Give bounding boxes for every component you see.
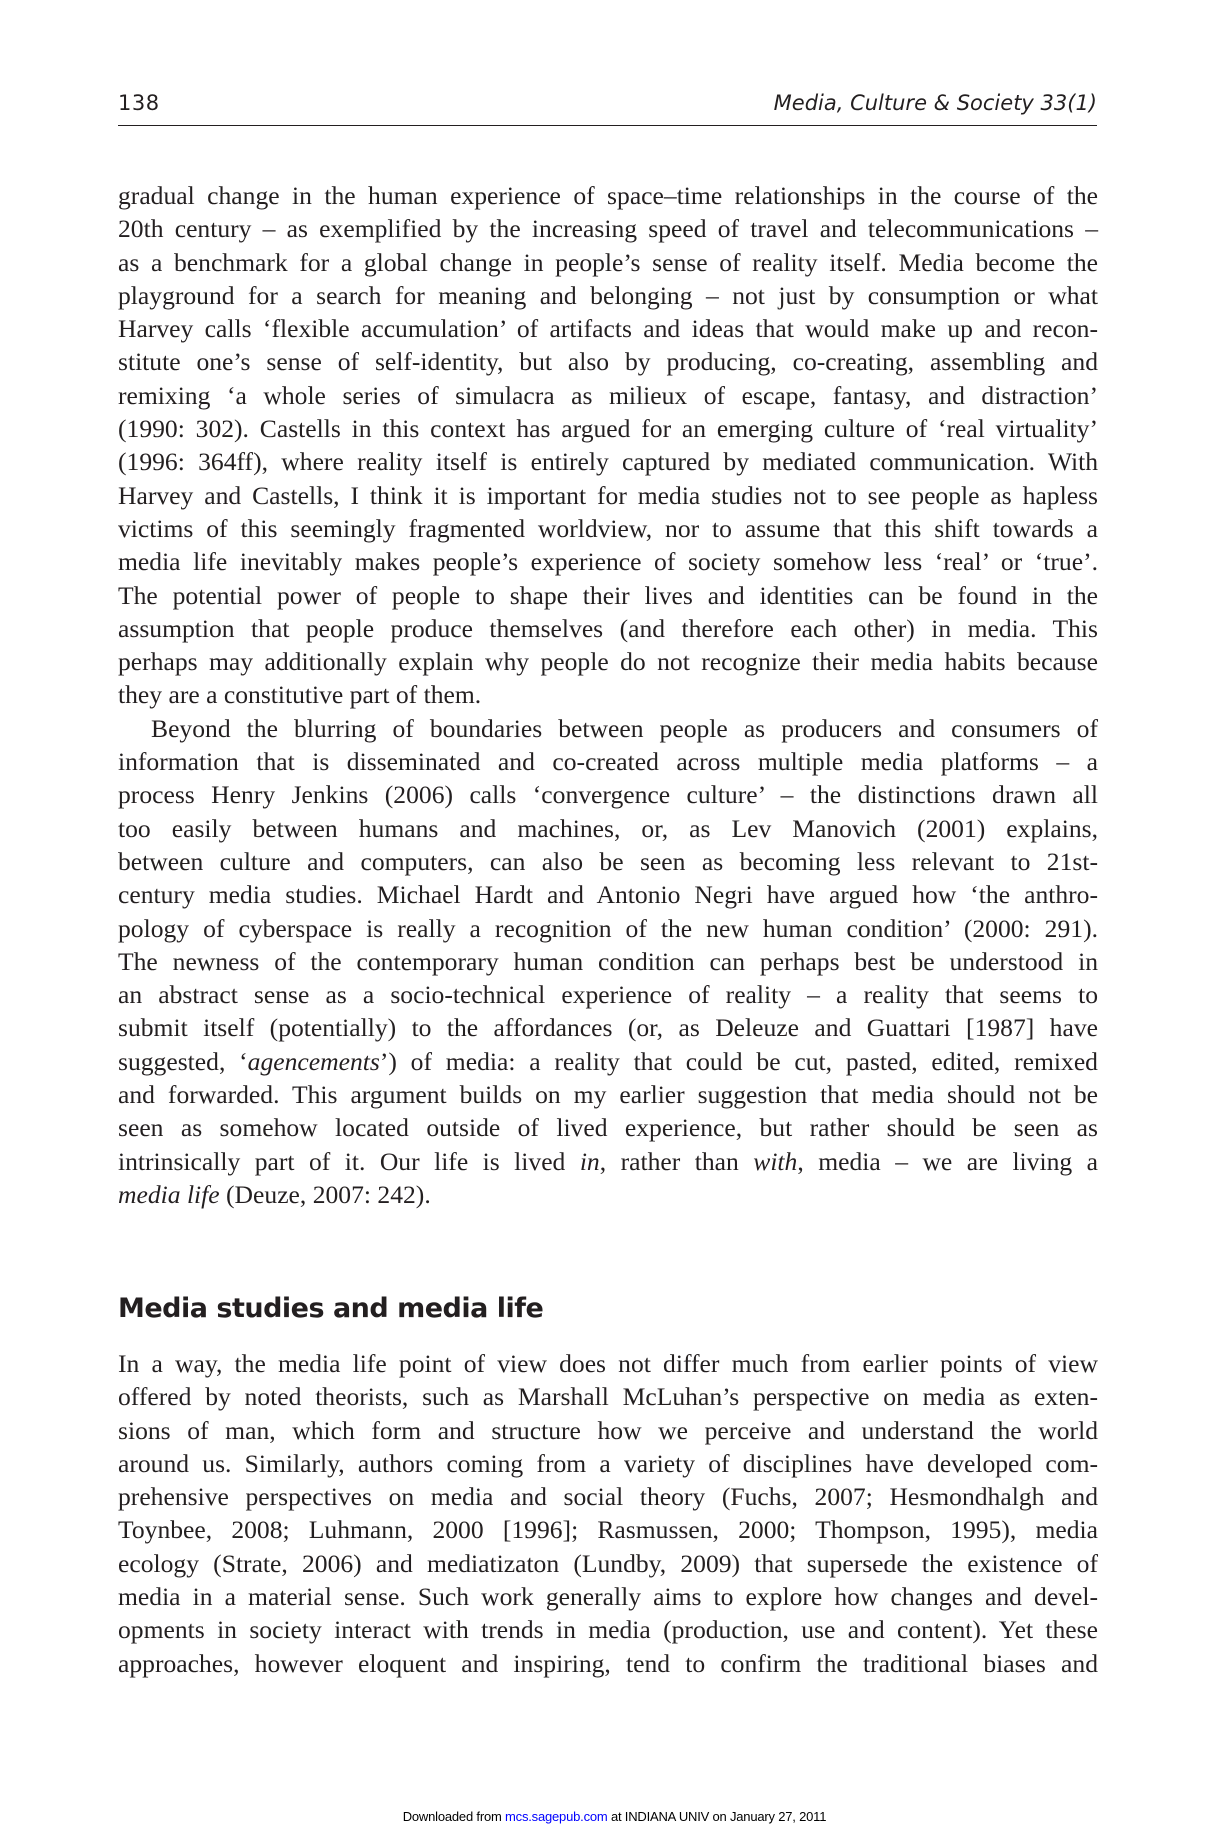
italic-term: media life — [118, 1179, 220, 1209]
text-line: Harvey calls ‘flexible accumulation’ of artifacts and ideas that would make up and recon- — [118, 314, 1098, 344]
text-line — [118, 1178, 1098, 1211]
text-line: perhaps may additionally explain why people do not recognize their media habits because — [118, 647, 1098, 677]
text-line: sions of man, which form and structure how we perceive and understand the world — [118, 1415, 1098, 1445]
page-number: 138 — [118, 91, 160, 115]
sagepub-link[interactable]: mcs.sagepub.com — [505, 1809, 608, 1824]
italic-term: agencements — [247, 1046, 380, 1076]
text-line: Harvey and Castells, I think it is important for media studies not to see people as hapless — [118, 480, 1098, 510]
text-line: as a benchmark for a global change in people’s sense of reality itself. Media become the — [118, 247, 1098, 277]
text-line: offered by noted theorists, such as Marshall McLuhan’s perspective on media as exten- — [118, 1382, 1098, 1412]
text-line — [118, 1145, 1098, 1178]
italic-term: in — [579, 1146, 600, 1176]
text-line — [118, 1045, 1098, 1078]
text-line: (1990: 302). Castells in this context has argued for an emerging culture of ‘real virtuality’ — [118, 414, 1098, 444]
section-heading: Media studies and media life — [118, 1293, 544, 1324]
text-line: (1996: 364ff), where reality itself is entirely captured by mediated communication. With — [118, 447, 1098, 477]
text-line: Toynbee, 2008; Luhmann, 2000 [1996]; Rasmussen, 2000; Thompson, 1995), media — [118, 1515, 1098, 1545]
text-line: century media studies. Michael Hardt and Antonio Negri have argued how ‘the anthro- — [118, 880, 1098, 910]
italic-term: with — [753, 1146, 798, 1176]
text-line: submit itself (potentially) to the affordances (or, as Deleuze and Guattari [1987] have — [118, 1013, 1098, 1043]
text-line: an abstract sense as a socio-technical experience of reality – a reality that seems to — [118, 980, 1098, 1010]
footer-suffix: at INDIANA UNIV on January 27, 2011 — [607, 1809, 827, 1824]
text-line: ecology (Strate, 2006) and mediatizaton (Lundby, 2009) that supersede the existence of — [118, 1548, 1098, 1578]
paragraph-3 — [118, 1347, 1098, 1680]
footer-prefix: Downloaded from — [402, 1809, 506, 1824]
text-line: prehensive perspectives on media and social theory (Fuchs, 2007; Hesmondhalgh and — [118, 1482, 1098, 1512]
text-line: pology of cyberspace is really a recognition of the new human condition’ (2000: 291). — [118, 913, 1098, 943]
text-run: intrinsically part of it. Our life is lived — [118, 1146, 580, 1176]
running-head — [118, 88, 1097, 126]
text-line: between culture and computers, can also be seen as becoming less relevant to 21st- — [118, 846, 1098, 876]
text-run: (Deuze, 2007: 242). — [219, 1179, 431, 1209]
text-line: Beyond the blurring of boundaries between people as producers and consumers of — [151, 713, 1098, 743]
text-line: In a way, the media life point of view does not differ much from earlier points of view — [118, 1349, 1098, 1378]
text-line: around us. Similarly, authors coming from a variety of disciplines have developed com- — [118, 1448, 1098, 1478]
text-line: and forwarded. This argument builds on my earlier suggestion that media should not be — [118, 1080, 1098, 1110]
paragraph-2 — [118, 712, 1098, 1211]
text-line: seen as somehow located outside of lived experience, but rather should be seen as — [118, 1113, 1098, 1143]
body-text-section — [118, 1347, 1098, 1680]
text-run: , rather than — [599, 1146, 754, 1176]
text-line: approaches, however eloquent and inspiring, tend to confirm the traditional biases and — [118, 1648, 1098, 1678]
text-run: , media – we are living a — [797, 1146, 1098, 1176]
text-line: assumption that people produce themselves (and therefore each other) in media. This — [118, 613, 1098, 643]
text-line: stitute one’s sense of self-identity, but also by producing, co-creating, assembling and — [118, 347, 1098, 377]
text-line: process Henry Jenkins (2006) calls ‘convergence culture’ – the distinctions drawn all — [118, 780, 1098, 810]
text-line: 20th century – as exemplified by the increasing speed of travel and telecommunications – — [118, 214, 1098, 244]
text-line: too easily between humans and machines, or, as Lev Manovich (2001) explains, — [118, 813, 1098, 843]
text-run: ’) of media: a reality that could be cut, pasted, edited, remixed — [379, 1046, 1098, 1076]
text-line: gradual change in the human experience of space–time relationships in the course of the — [118, 181, 1098, 210]
text-line: The potential power of people to shape their lives and identities can be found in the — [118, 580, 1098, 610]
text-line: The newness of the contemporary human condition can perhaps best be understood in — [118, 946, 1098, 976]
paragraph-1 — [118, 179, 1098, 712]
text-line: playground for a search for meaning and belonging – not just by consumption or what — [118, 280, 1098, 310]
text-line: media in a material sense. Such work generally aims to explore how changes and devel- — [118, 1582, 1098, 1612]
text-line: information that is disseminated and co-created across multiple media platforms – a — [118, 747, 1098, 777]
text-line: remixing ‘a whole series of simulacra as milieux of escape, fantasy, and distraction’ — [118, 380, 1098, 410]
download-footer — [0, 1809, 1229, 1824]
text-line: they are a constitutive part of them. — [118, 680, 482, 710]
text-line: opments in society interact with trends in media (production, use and content). Yet these — [118, 1615, 1098, 1645]
text-line: victims of this seemingly fragmented worldview, nor to assume that this shift towards a — [118, 513, 1098, 543]
body-text-top — [118, 179, 1098, 1211]
text-run: suggested, ‘ — [118, 1046, 248, 1076]
text-line: media life inevitably makes people’s experience of society somehow less ‘real’ or ‘true’. — [118, 547, 1098, 577]
journal-title: Media, Culture & Society 33(1) — [773, 91, 1097, 115]
